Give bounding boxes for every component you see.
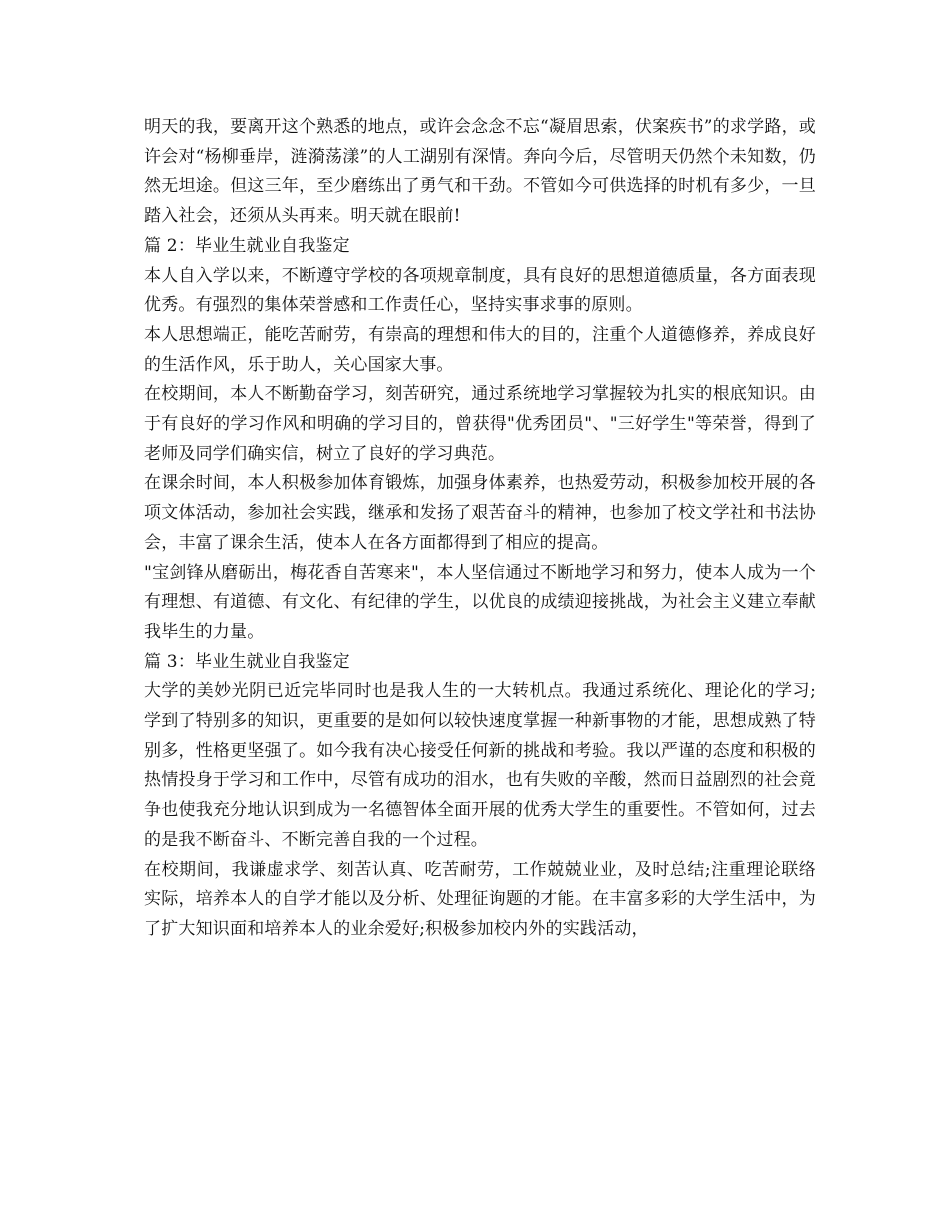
- paragraph: 本人思想端正，能吃苦耐劳，有崇高的理想和伟大的目的，注重个人道德修养，养成良好的生活作风，乐于助人，关心国家大事。: [144, 324, 816, 375]
- paragraph: 在课余时间，本人积极参加体育锻炼，加强身体素养，也热爱劳动，积极参加校开展的各项文体活动，参加社会实践，继承和发扬了艰苦奋斗的精神，也参加了校文学社和书法协会，丰富了课余生活，使本人在各方面都得到了相应的提高。: [144, 473, 816, 553]
- paragraph: 大学的美妙光阴已近完毕同时也是我人生的一大转机点。我通过系统化、理论化的学习;学到了特别多的知识，更重要的是如何以较快速度掌握一种新事物的才能，思想成熟了特别多，性格更坚强了。如今我有决心接受任何新的挑战和考验。我以严谨的态度和积极的热情投身于学习和工作中，尽管有成功的泪水，也有失败的辛酸，然而日益剧烈的社会竟争也使我充分地认识到成为一名德智体全面开展的优秀大学生的重要性。不管如何，过去的是我不断奋斗、不断完善自我的一个过程。: [144, 681, 816, 850]
- paragraph: "宝剑锋从磨砺出，梅花香自苦寒来"，本人坚信通过不断地学习和努力，使本人成为一个有理想、有道德、有文化、有纪律的学生，以优良的成绩迎接挑战，为社会主义建立奉献我毕生的力量。: [144, 562, 816, 642]
- paragraph: 本人自入学以来，不断遵守学校的各项规章制度，具有良好的思想道德质量，各方面表现优秀。有强烈的集体荣誉感和工作责任心，坚持实事求事的原则。: [144, 265, 816, 316]
- paragraph: 在校期间，我谦虚求学、刻苦认真、吃苦耐劳，工作兢兢业业，及时总结;注重理论联络实际，培养本人的自学才能以及分析、处理征询题的才能。在丰富多彩的大学生活中，为了扩大知识面和培养本人的业余爱好;积极参加校内外的实践活动，: [144, 859, 816, 939]
- paragraph: 在校期间，本人不断勤奋学习，刻苦研究，通过系统地学习掌握较为扎实的根底知识。由于有良好的学习作风和明确的学习目的，曾获得"优秀团员"、"三好学生"等荣誉，得到了老师及同学们确实信，树立了良好的学习典范。: [144, 384, 816, 464]
- paragraph-intro-ending: 明天的我，要离开这个熟悉的地点，或许会念念不忘“凝眉思索，伏案疾书”的求学路，或许会对“杨柳垂岸，涟漪荡漾”的人工湖别有深情。奔向今后，尽管明天仍然个未知数，仍然无坦途。但这三年，至少磨练出了勇气和干劲。不管如今可供选择的时机有多少，一旦踏入社会，还须从头再来。明天就在眼前!: [144, 117, 816, 227]
- section-heading-3: 篇 3：毕业生就业自我鉴定: [144, 651, 350, 672]
- section-heading-2: 篇 2：毕业生就业自我鉴定: [144, 235, 350, 256]
- document-body: [144, 113, 816, 945]
